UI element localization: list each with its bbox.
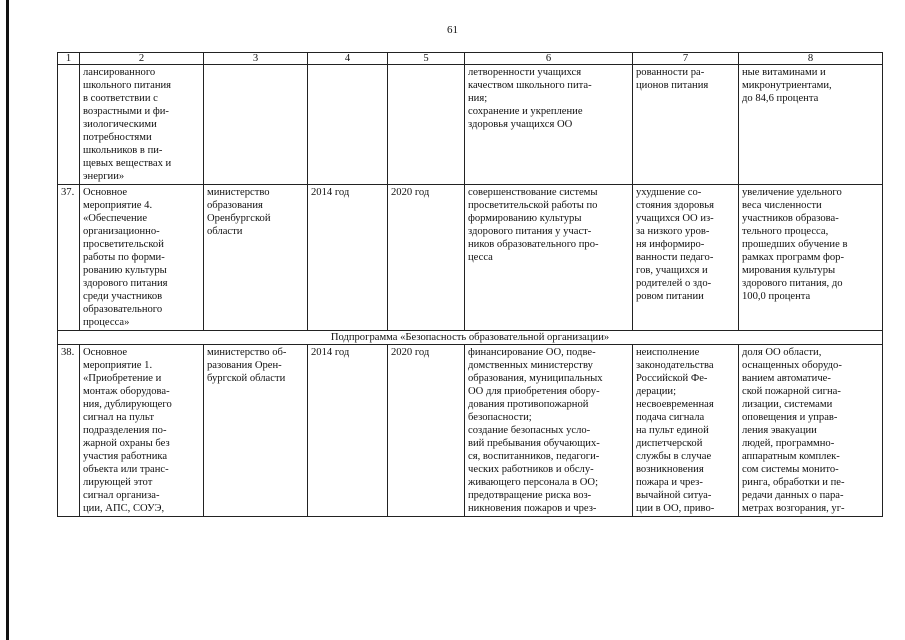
start-year-cell [308, 65, 388, 185]
column-header: 8 [739, 53, 883, 65]
end-year-cell [388, 65, 465, 185]
consequences-cell: неисполнение законодательства Российской Фе- дерации; несвоевременная подача сигнала на пульт единой диспетчерской службы в случае возникновения пожара и чрез- вычайной ситуа- ции в ОО, приво- [633, 345, 739, 517]
expected-result-cell: финансирование ОО, подве- домственных министерству образования, муниципальных ОО для приобретения обору- дования противопожарной безопасности; создание безопасных усло- вий пребывания обучающих- ся, воспитанников, педагоги- ческих работников и обслу- живающего персонала в ОО; предотвращение риска воз- никновения пожаров и чрез- [465, 345, 633, 517]
executor-cell: министерство образования Оренбургской области [204, 185, 308, 331]
event-name-cell: лансированного школьного питания в соответствии с возрастными и фи- зиологическими потребностями школьников в пи- щевых веществах и энергии» [80, 65, 204, 185]
event-name-cell: Основное мероприятие 1. «Приобретение и монтаж оборудова- ния, дублирующего сигнал на пульт подразделения по- жарной охраны без участия работника объекта или транс- лирующей этот сигнал организа- ции, АПС, СОУЭ, [80, 345, 204, 517]
program-table [57, 52, 883, 517]
end-year-cell: 2020 год [388, 185, 465, 331]
column-header: 6 [465, 53, 633, 65]
start-year-cell: 2014 год [308, 345, 388, 517]
executor-cell [204, 65, 308, 185]
indicators-cell: доля ОО области, оснащенных оборудо- ванием автоматиче- ской пожарной сигна- лизации, системами оповещения и управ- ления эвакуации людей, программно- аппаратным комплек- сом системы монито- ринга, обработки и пе- редачи данных о пара- метрах возгорания, уг- [739, 345, 883, 517]
start-year-cell: 2014 год [308, 185, 388, 331]
event-name-cell: Основное мероприятие 4. «Обеспечение организационно- просветительской работы по форми- рованию культуры здорового питания среди участников образовательного процесса» [80, 185, 204, 331]
column-number-row [58, 53, 883, 65]
table-row [58, 345, 883, 517]
column-header: 4 [308, 53, 388, 65]
column-header: 5 [388, 53, 465, 65]
indicators-cell: ные витаминами и микронутриентами, до 84,6 процента [739, 65, 883, 185]
row-number-cell: 37. [58, 185, 80, 331]
consequences-cell: рованности ра- ционов питания [633, 65, 739, 185]
expected-result-cell: летворенности учащихся качеством школьного пита- ния; сохранение и укрепление здоровья учащихся ОО [465, 65, 633, 185]
column-header: 2 [80, 53, 204, 65]
end-year-cell: 2020 год [388, 345, 465, 517]
indicators-cell: увеличение удельного веса численности участников образова- тельного процесса, прошедших обучение в рамках программ фор- мирования культуры здорового питания, до 100,0 процента [739, 185, 883, 331]
executor-cell: министерство об- разования Орен- бургской области [204, 345, 308, 517]
scan-edge-line [6, 0, 9, 640]
column-header: 1 [58, 53, 80, 65]
column-header: 7 [633, 53, 739, 65]
subprogram-title: Подпрограмма «Безопасность образовательной организации» [58, 331, 883, 345]
consequences-cell: ухудшение со- стояния здоровья учащихся ОО из- за низкого уров- ня информиро- ванности педаго- гов, учащихся и родителей о здо- ровом питании [633, 185, 739, 331]
subprogram-row [58, 331, 883, 345]
page-number: 61 [447, 24, 458, 36]
row-number-cell: 38. [58, 345, 80, 517]
row-number-cell [58, 65, 80, 185]
expected-result-cell: совершенствование системы просветительской работы по формированию культуры здорового питания у участ- ников образовательного про- цесса [465, 185, 633, 331]
table-row [58, 185, 883, 331]
column-header: 3 [204, 53, 308, 65]
table-row [58, 65, 883, 185]
